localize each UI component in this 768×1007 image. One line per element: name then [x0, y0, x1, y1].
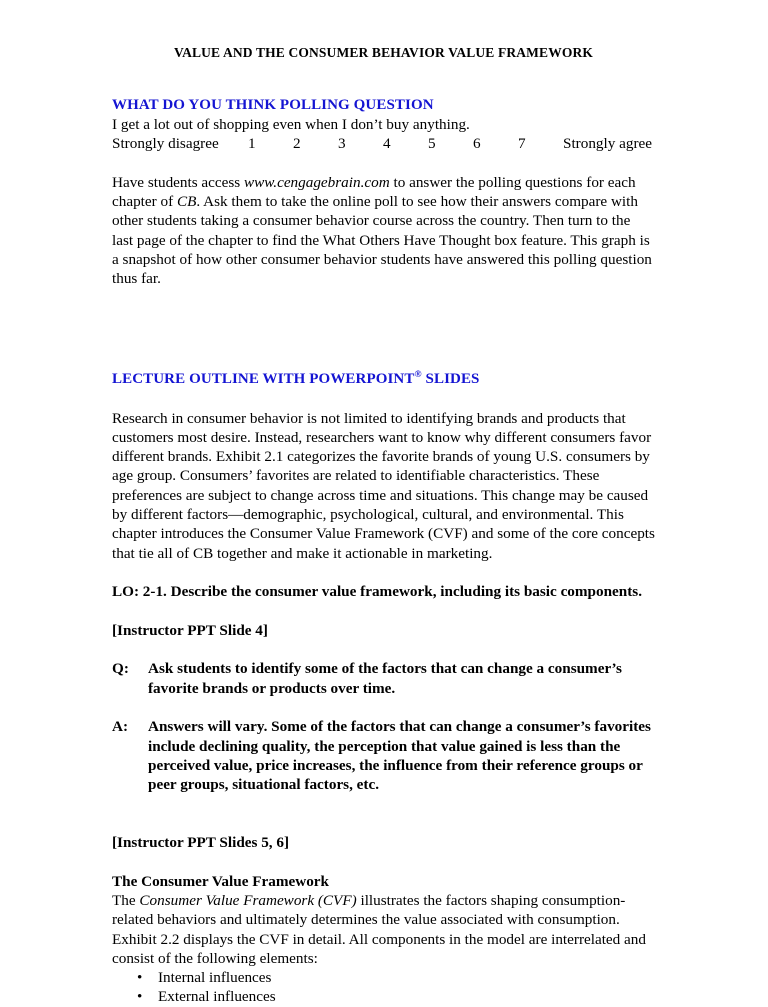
spacer [112, 154, 655, 173]
spacer [112, 563, 655, 582]
likert-point-7: 7 [518, 135, 526, 153]
page-title: VALUE AND THE CONSUMER BEHAVIOR VALUE FRAMEWORK [173, 45, 594, 60]
likert-left-anchor: Strongly disagree [112, 135, 219, 153]
answer-tag: A: [112, 718, 129, 736]
polling-question-heading: WHAT DO YOU THINK POLLING QUESTION [112, 97, 434, 114]
ppt-slide-marker-1: [Instructor PPT Slide 4] [112, 621, 268, 639]
answer-text: Answers will vary. Some of the factors that can change a consumer’s favorites include declining quality, the perception that value gained is less than the perceived value, price increases, the influence from their reference groups or peer groups, situational factors, etc. [148, 718, 651, 794]
likert-point-5: 5 [428, 135, 436, 153]
registered-trademark-icon: ® [414, 370, 422, 381]
bullet-icon: • [137, 988, 143, 1006]
likert-point-1: 1 [248, 135, 256, 153]
instructions-part1: Have students access [112, 173, 245, 191]
lecture-outline-heading-tail: SLIDES [421, 371, 480, 388]
instructions-part2: to answer the polling questions for each chapter of [112, 173, 636, 211]
question-tag: Q: [112, 660, 129, 678]
question-block [112, 659, 655, 698]
lecture-outline-heading-main: LECTURE OUTLINE WITH POWERPOINT [112, 371, 415, 388]
book-abbreviation: CB [176, 193, 197, 211]
likert-point-6: 6 [473, 135, 481, 153]
list-item [112, 968, 655, 987]
spacer [112, 308, 655, 327]
likert-point-4: 4 [383, 135, 391, 153]
polling-question-text: I get a lot out of shopping even when I don’t buy anything. [112, 115, 470, 133]
ppt-slide-marker-2: [Instructor PPT Slides 5, 6] [112, 834, 290, 852]
spacer [112, 346, 655, 355]
likert-point-2: 2 [293, 135, 301, 153]
likert-scale [112, 134, 655, 153]
learning-objective: LO: 2-1. Describe the consumer value framework, including its basic components. [112, 583, 642, 601]
spacer [112, 389, 655, 408]
spacer [112, 327, 655, 346]
cvf-term: Consumer Value Framework (CVF) [139, 891, 357, 909]
list-item [112, 987, 655, 1006]
list-item-label: External influences [158, 988, 276, 1006]
spacer [112, 698, 655, 717]
spacer [112, 852, 655, 871]
cvf-paragraph-part1: The [112, 891, 140, 909]
spacer [112, 602, 655, 621]
cvf-subheading: The Consumer Value Framework [112, 872, 329, 890]
spacer [112, 289, 655, 308]
lecture-outline-heading [112, 370, 655, 389]
spacer [112, 814, 655, 833]
cvf-paragraph-part2: illustrates the factors shaping consumption-related behaviors and ultimately determines the value associated with consumption. Exhibit 2.2 displays the CVF in detail. All components in the model are interrelated and consist of the following elements: [112, 891, 646, 967]
likert-right-anchor: Strongly agree [563, 135, 652, 153]
likert-point-3: 3 [338, 135, 346, 153]
answer-block [112, 717, 655, 794]
spacer [112, 62, 655, 81]
instructions-part3: . Ask them to take the online poll to see how their answers compare with other students taking a consumer behavior course across the country. Then turn to the last page of the chapter to find the What Others Have Thought box feature. This graph is a snapshot of how other consumer behavior students have answered this polling question thus far. [112, 193, 652, 288]
cvf-elements-list [112, 968, 655, 1007]
polling-instructions-paragraph [112, 173, 655, 289]
list-item-label: Internal influences [158, 969, 272, 987]
spacer [112, 794, 655, 813]
spacer [112, 640, 655, 659]
bullet-icon: • [137, 969, 143, 987]
question-text: Ask students to identify some of the factors that can change a consumer’s favorite brands or products over time. [148, 660, 622, 697]
cengagebrain-url: www.cengagebrain.com [244, 173, 390, 191]
cvf-paragraph [112, 891, 655, 968]
intro-paragraph: Research in consumer behavior is not limited to identifying brands and products that customers most desire. Instead, researchers want to know why different consumers favor different brands. Exhibit 2.1 categorizes the favorite brands of young U.S. consumers by age group. Consumers’ favorites are related to identifiable characteristics. These preferences are subject to change across time and situations. This change may be caused by different factors—demographic, psychological, cultural, and environmental. This chapter introduces the Consumer Value Framework (CVF) and some of the core concepts that tie all of CB together and make it actionable in marketing. [112, 409, 655, 562]
